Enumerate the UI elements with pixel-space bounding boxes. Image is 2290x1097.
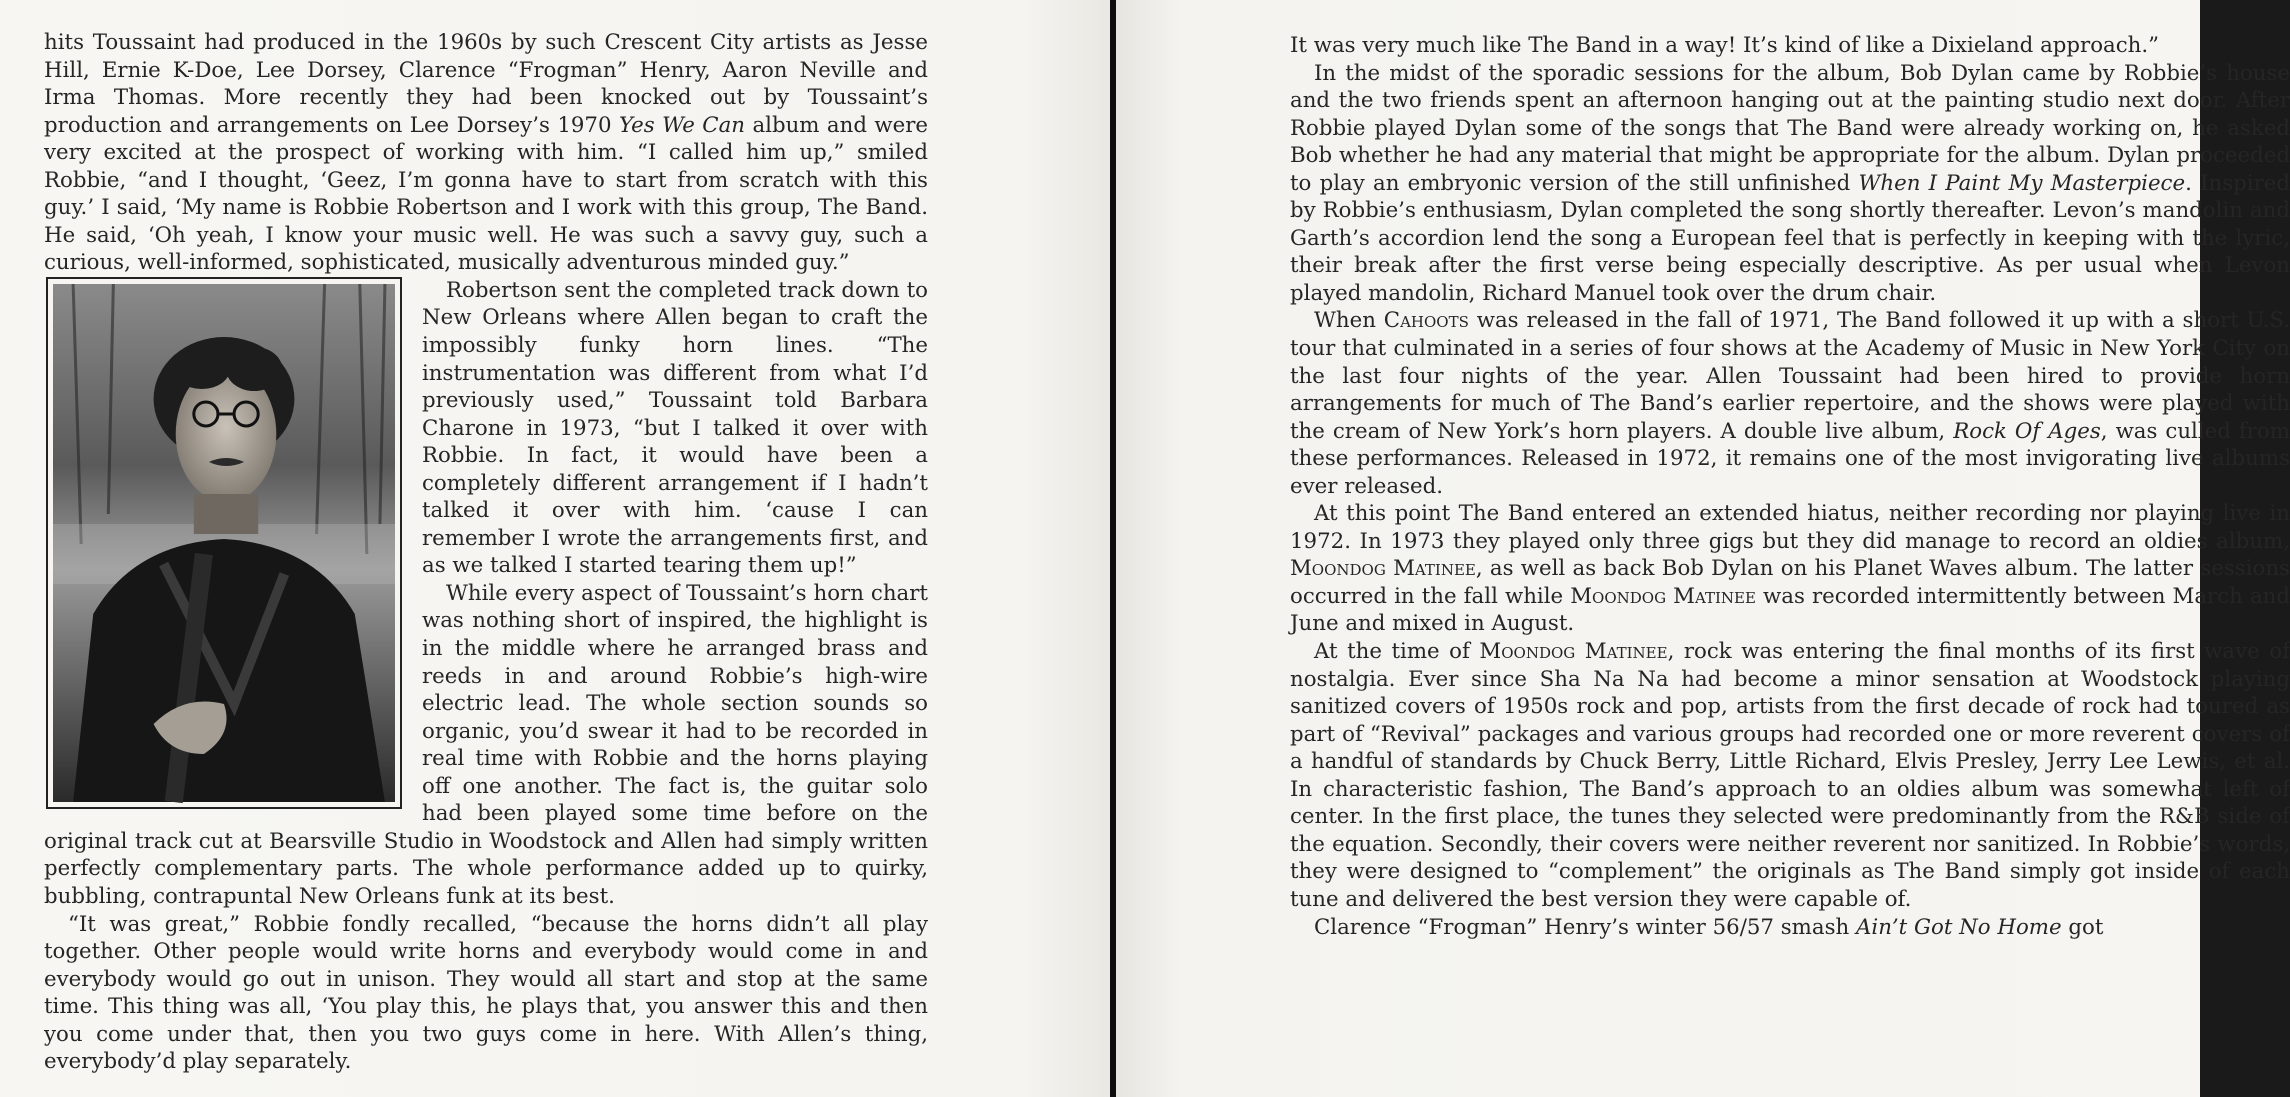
text-span: At the time of <box>1314 639 1480 665</box>
paragraph: Robertson sent the completed track down to New Orleans where Allen began to craft the impossibly funky horn lines. “The instrumentation was different from what I’d previously used,” Toussaint told Barbara Charone in 1973, “but I talked it over with Robbie. In fact, it would have been a completely different arrangement if I hadn’t talked it over with him. ‘cause I can remember I wrote the arrangements first, and as we talked I started tearing them up!” <box>422 277 928 579</box>
right-page <box>1116 0 2290 1097</box>
song-title: Ain’t Got No Home <box>1856 914 2062 940</box>
album-title: Yes We Can <box>618 112 746 138</box>
album-title: Rock Of Ages <box>1953 418 2101 444</box>
paragraph: It was very much like The Band in a way! It’s kind of like a Dixieland approach.” <box>1290 33 2160 58</box>
paragraph: While every aspect of Toussaint’s horn chart was nothing short of inspired, the highlight is in the middle where he arranged brass and reeds in and around Robbie’s high-wire electric lead. The whole section sounds so organic, you’d swear it had to be recorded in real time with Robbie and the horns playing off one another. The fact is, the guitar solo had been played some time before on the original track cut at Bearsville Studio in Woodstock and Allen had simply written perfectly complementary parts. The whole performance added up to quirky, bubbling, contrapuntal New Orleans funk at its best. <box>44 580 928 909</box>
album-title: Moondog Matinee <box>1479 639 1668 665</box>
paragraph <box>1290 914 2290 942</box>
text-span: At this point The Band entered an extended hiatus, neither recording nor playing live in 1972. In 1973 they played only three gigs but they did manage to record an oldies album, <box>1290 501 2290 554</box>
album-title: Cahoots <box>1383 308 1469 334</box>
portrait-photo <box>53 284 395 802</box>
paragraph <box>1290 638 2290 913</box>
paragraph <box>1290 500 2290 638</box>
paragraph <box>1290 60 2290 308</box>
text-span: , as well as back Bob Dylan on his Planet Waves album. The latter sessions occurred in the fall while <box>1290 556 2290 609</box>
text-span: When <box>1314 308 1384 334</box>
paragraph <box>44 29 928 277</box>
right-page-text <box>1290 32 2290 1067</box>
text-span: album and were very excited at the prospect of working with him. “I called him up,” smiled Robbie, “and I thought, ‘Geez, I’m gonna have to start from scratch with this guy.’ I said, ‘My name is Robbie Robertson and I work with this group, The Band. He said, ‘Oh yeah, I know your music well. He was such a savvy guy, such a curious, well-informed, sophisticated, musically adventurous minded guy.” <box>44 112 929 276</box>
paragraph <box>1290 307 2290 500</box>
paragraph: “It was great,” Robbie fondly recalled, “because the horns didn’t all play together. Other people would write horns and everybody would come in and everybody would go out in unison. They would all start and stop at the same time. This thing was all, ‘You play this, he plays that, you answer this and then you come under that, then you two guys come in here. With Allen’s thing, everybody’d play separately. <box>44 911 928 1075</box>
text-span: In the midst of the sporadic sessions for the album, Bob Dylan came by Robbie’s house and the two friends spent an afternoon hanging out at the painting studio next door. After Robbie played Dylan some of the songs that The Band were already working on, he asked Bob whether he had any material that might be appropriate for the album. Dylan proceeded to play an embryonic version of the still unfinished <box>1290 60 2290 196</box>
text-span: . Inspired by Robbie’s enthusiasm, Dylan completed the song shortly thereafter. Levon’s mandolin and Garth’s accordion lend the song a European feel that is perfectly in keeping with the lyric, their break after the first verse being especially descriptive. As per usual when Levon played mandolin, Richard Manuel took over the drum chair. <box>1290 170 2290 306</box>
text-span: , was culled from these performances. Released in 1972, it remains one of the most invigorating live albums ever released. <box>1290 418 2290 499</box>
text-span: was recorded intermittently between March and June and mixed in August. <box>1290 583 2290 637</box>
left-page-text <box>44 29 929 1075</box>
portrait-illustration <box>53 284 395 802</box>
text-span: , rock was entering the final months of its first wave of nostalgia. Ever since Sha Na Na had become a minor sensation at Woodstock playing sanitized covers of 1950s rock and pop, artists from the first decade of rock had toured as part of “Revival” packages and various groups had recorded one or more reverent covers of a handful of standards by Chuck Berry, Little Richard, Elvis Presley, Jerry Lee Lewis, et al. In characteristic fashion, The Band’s approach to an oldies album was somewhat left of center. In the first place, the tunes they selected were predominantly from the R&B side of the equation. Secondly, their covers were neither reverent nor sanitized. In Robbie’s words, they were designed to “complement” the originals as The Band simply got inside of each tune and delivered the best version they were capable of. <box>1290 639 2290 912</box>
song-title: When I Paint My Masterpiece <box>1858 170 2186 196</box>
photo-frame <box>46 277 402 809</box>
album-title: Moondog Matinee <box>1570 583 1756 609</box>
text-span: Clarence “Frogman” Henry’s winter 56/57 smash <box>1314 914 1856 940</box>
text-span: hits Toussaint had produced in the 1960s by such Crescent City artists as Jesse Hill, Ernie K-Doe, Lee Dorsey, Clarence “Frogman” Henry, Aaron Neville and Irma Thomas. More recently they had been knocked out by Toussaint’s production and arrangements on Lee Dorsey’s 1970 <box>44 30 928 138</box>
album-title: Moondog Matinee <box>1290 556 1476 582</box>
left-page <box>0 0 1110 1097</box>
text-span: got <box>2061 914 2104 940</box>
text-span: was released in the fall of 1971, The Band followed it up with a short U.S. tour that culminated in a series of four shows at the Academy of Music in New York City on the last four nights of the year. Allen Toussaint had been hired to provide horn arrangements for much of The Band’s earlier repertoire, and the shows were played with the cream of New York’s horn players. A double live album, <box>1290 308 2290 444</box>
